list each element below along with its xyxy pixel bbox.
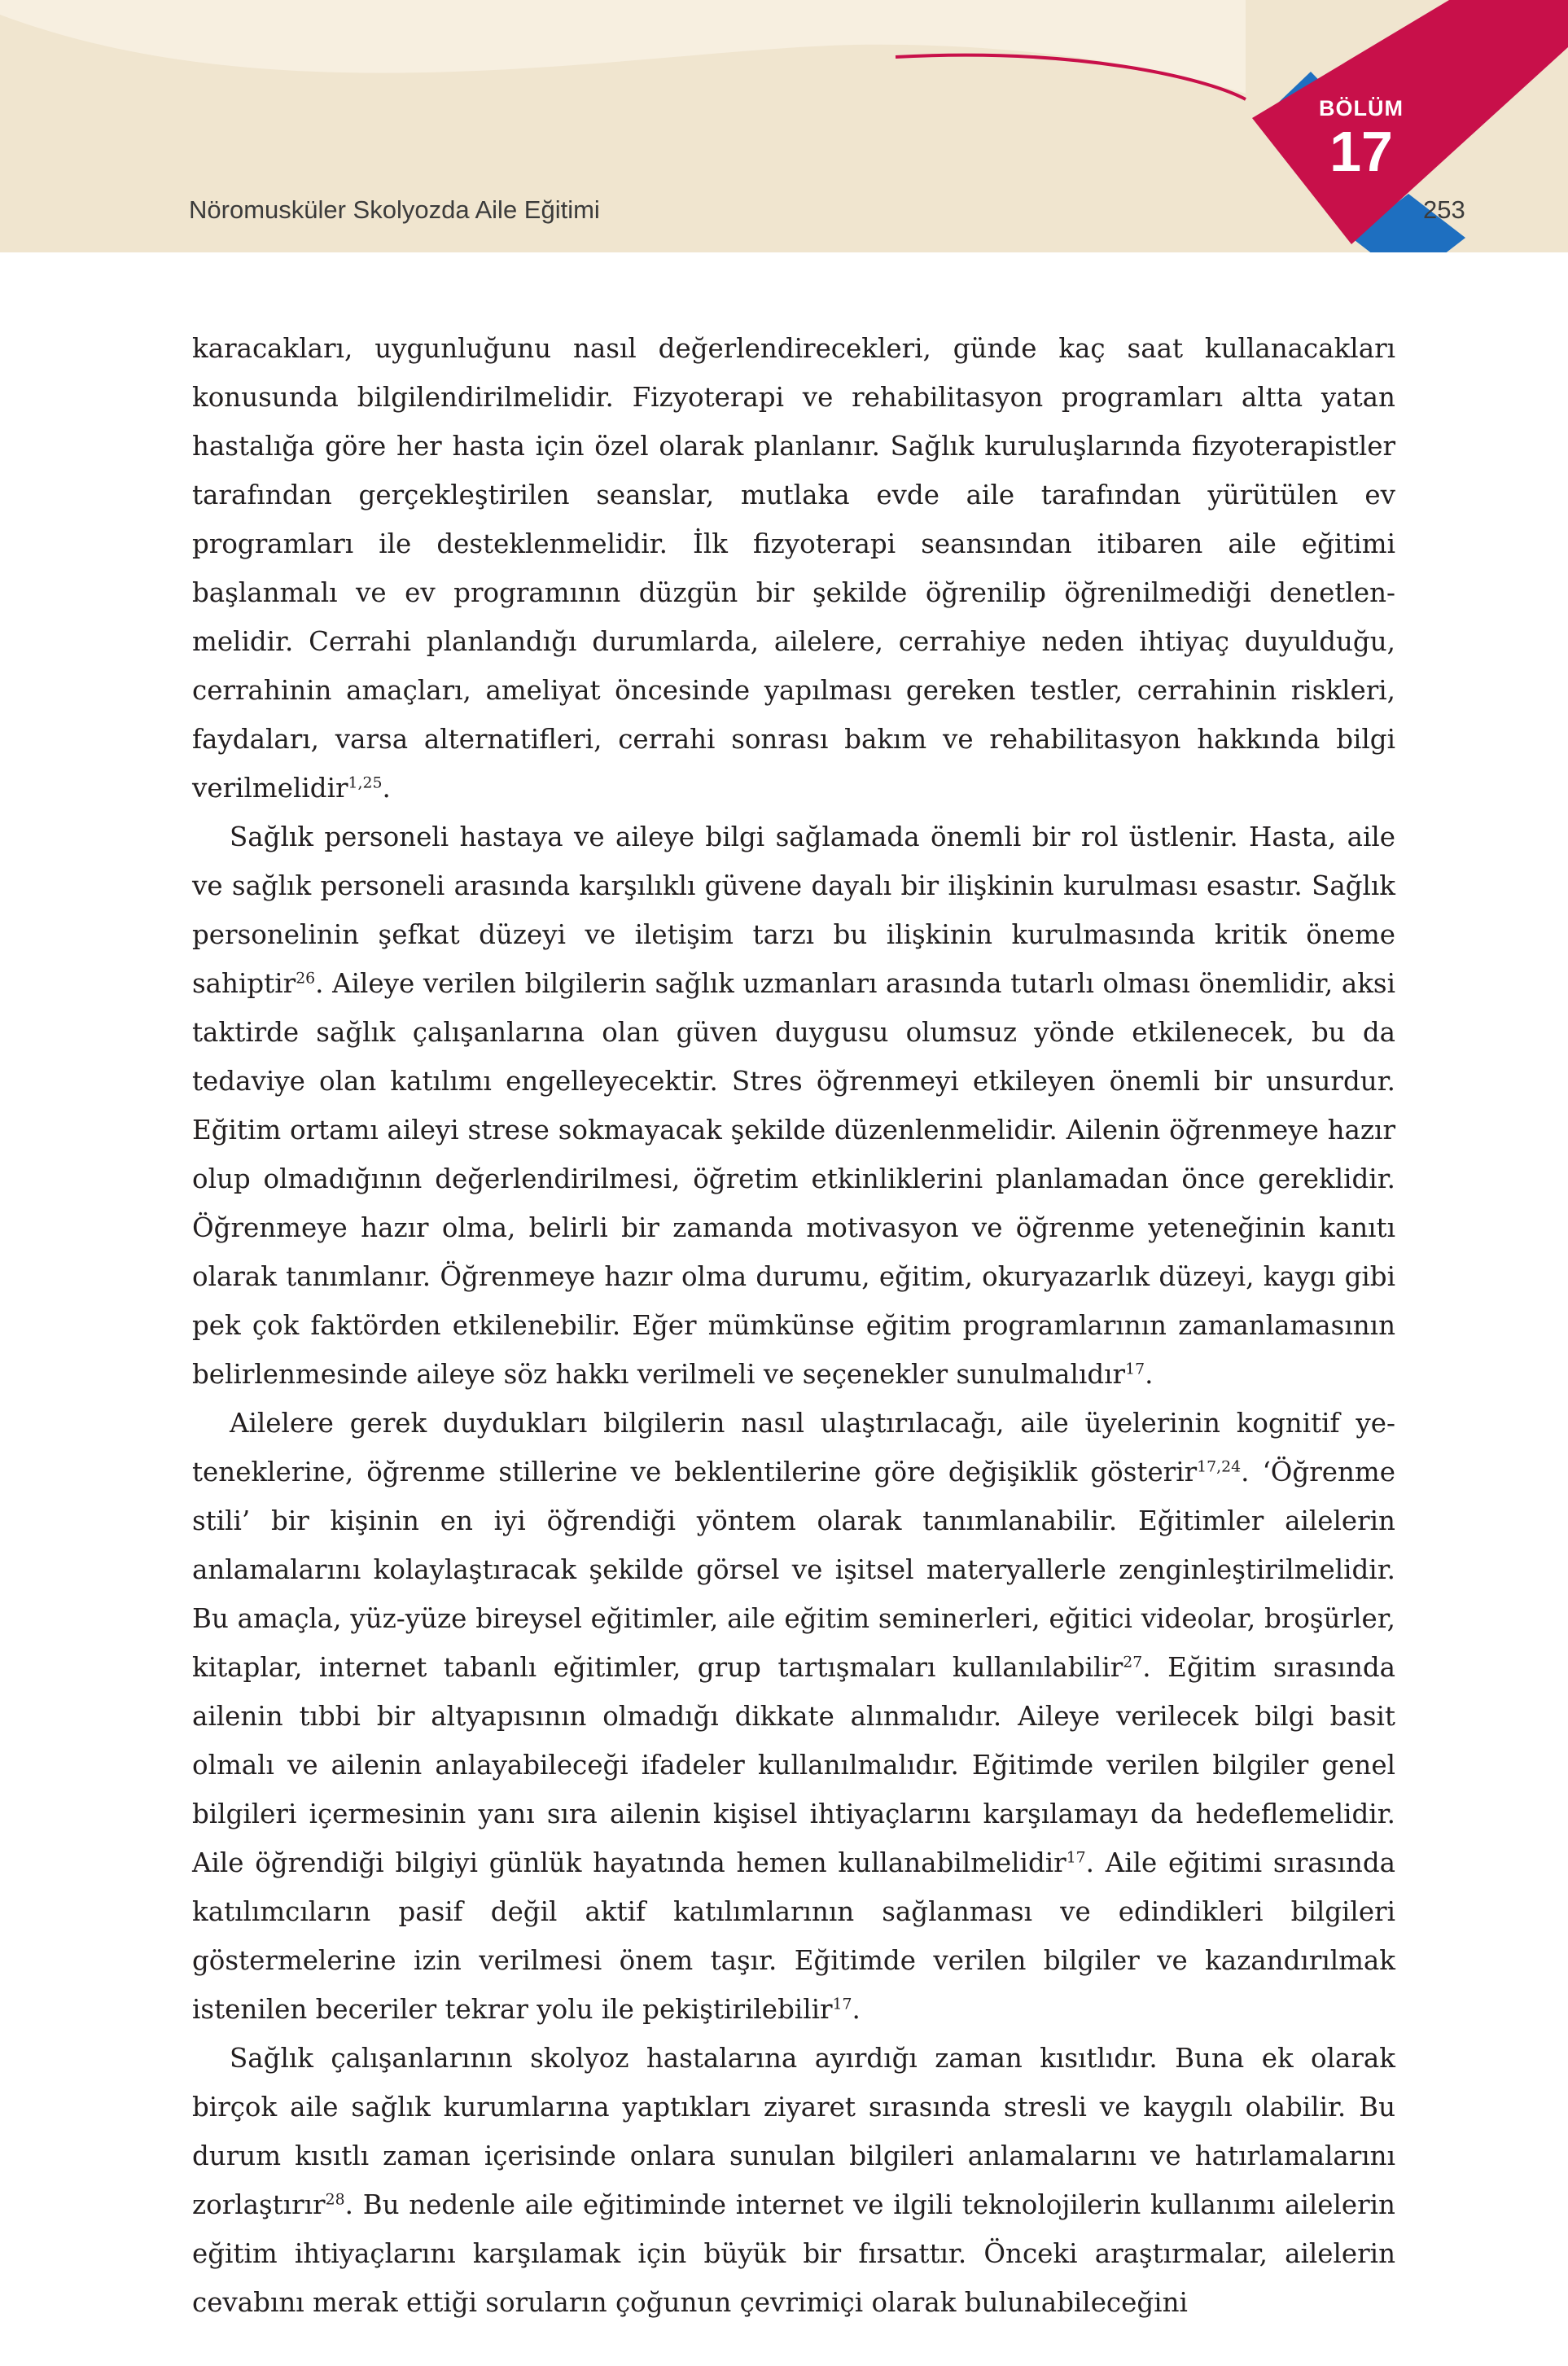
citation: 17 — [1125, 1360, 1145, 1378]
citation: 1,25 — [348, 774, 383, 792]
text-segment: Sağlık personeli hastaya ve aileye bilgi sağlamada önemli bir rol üstlenir. Hasta, aile ve sağlık personeli arasında karşılıklı güvene dayalı bir ilişkinin kurulması esastır. Sağlık personelinin şefkat düzeyi ve iletişim tarzı bu ilişkinin kurulmasında kritik öneme sahiptir$^{26}$ — [192, 822, 1395, 999]
text-segment: . Aileye verilen bilgilerin sağlık uzmanları arasında tutarlı olması önemlidir, aksi taktirde sağlık çalışanlarına olan güven duygusu olumsuz yönde etkilenecek, bu da tedaviye olan katılımı engelleyecektir. Stres öğrenmeyi etkileyen önemli bir unsurdur. Eğitim ortamı aileyi strese sokmayacak şekilde düzenlenmelidir. Ailenin öğrenmeye hazır olup olmadığının değerlendirilmesi, öğretim etkinliklerini planlamadan önce gereklidir. Öğrenmeye hazır olma, belirli bir zamanda motivasyon ve öğrenme yeteneğinin kanıtı olarak tanımlanır. Öğrenmeye hazır olma durumu, eğitim, okuryazarlık düzeyi, kaygı gibi pek çok faktörden etkilenebilir. Eğer mümkünse eğitim programlarının zamanlamasının belirlenmesinde aileye söz hakkı verilmeli ve seçenekler sunulmalıdır$^{17}$ — [192, 968, 1395, 1390]
citation: 27 — [1123, 1654, 1143, 1672]
text-segment: Sağlık çalışanlarının skolyoz hastalarına ayırdığı zaman kısıtlıdır. Buna ek olarak birçok aile sağlık kurumlarına yaptıkları ziyaret sırasında stresli ve kaygılı olabilir. Bu durum kısıtlı zaman içerisinde onlara sunulan bilgileri anlamalarını ve hatırlamalarını zorlaştırır$^{28}$ — [192, 2043, 1395, 2220]
text-segment: karacakları, uygunluğunu nasıl değerlendirecekleri, günde kaç saat kullanacakları konusunda bilgilendirilmelidir. Fizyoterapi ve rehabilitasyon programları altta yatan hastalığa göre her hasta için özel olarak planlanır. Sağlık kuruluşlarında fizyoterapistler tarafından gerçekleştirilen seanslar, mutlaka evde aile tarafından yürütülen ev programları ile desteklenmelidir. İlk fizyoterapi seansından itibaren aile eğitimi başlanmalı ve ev programının düzgün bir şekilde öğrenilip öğrenilmediği denetlenmelidir. Cerrahi planlandığı durumlarda, ailelere, cerrahiye neden ihtiyaç duyulduğu, cerrahinin amaçları, ameliyat öncesinde yapılması gereken testler, cerrahinin riskleri, faydaları, varsa alternatifleri, cerrahi sonrası bakım ve rehabilitasyon hakkında bilgi verilmelidir$^{1,25}$ — [192, 333, 1395, 804]
citation: 28 — [325, 2191, 345, 2209]
citation: 17 — [1066, 1849, 1086, 1867]
text-segment: . Eğitim sırasında ailenin tıbbi bir altyapısının olmadığı dikkate alınmalıdır. Aileye verilecek bilgi basit olmalı ve ailenin anlayabileceği ifadeler kullanılmalıdır. Eğitimde verilen bilgiler genel bilgileri içermesinin yanı sıra ailenin kişisel ihtiyaçlarını karşılamayı da hedeflemelidir. Aile öğrendiği bilgiyi günlük hayatında hemen kullanabilmelidir$^{17}$ — [192, 1652, 1395, 1878]
paragraph — [192, 2034, 1395, 2327]
text-segment: . — [1145, 1359, 1154, 1390]
text-segment: . ‘Öğrenme stili’ bir kişinin en iyi öğrendiği yöntem olarak tanımlanabilir. Eğitimler ailelerin anlamalarını kolaylaştıracak şekilde görsel ve işitsel materyallerle zenginleştirilmelidir. Bu amaçla, yüz-yüze bireysel eğitimler, aile eğitim seminerleri, eğitici videolar, broşürler, kitaplar, internet tabanlı eğitimler, grup tartışmaları kullanılabilir$^{27}$ — [192, 1457, 1395, 1683]
header-wave — [0, 0, 1246, 94]
text-segment: . — [382, 773, 391, 804]
paragraph — [192, 813, 1395, 1399]
chapter-label: BÖLÜM — [1319, 96, 1404, 120]
chapter-number: 17 — [1329, 120, 1393, 183]
citation: 17 — [832, 1996, 852, 2013]
body-text — [192, 324, 1395, 2327]
running-title: Nöromusküler Skolyozda Aile Eğitimi — [189, 195, 600, 224]
page-number: 253 — [1423, 195, 1465, 224]
citation: 17,24 — [1197, 1458, 1242, 1476]
paragraph — [192, 324, 1395, 813]
paragraph — [192, 1399, 1395, 2034]
citation: 26 — [296, 970, 316, 988]
text-segment: . Bu nedenle aile eğitiminde internet ve ilgili teknolojilerin kullanımı ailelerin eğitim ihtiyaçlarını karşılamak için büyük bir fırsattır. Önceki araştırmalar, ailelerin cevabını merak ettiği soruların çoğunun çevrimiçi olarak bulunabileceğini — [192, 2189, 1395, 2318]
text-segment: Ailelere gerek duydukları bilgilerin nasıl ulaştırılacağı, aile üyelerinin kognitif yeteneklerine, öğrenme stillerine ve beklentilerine göre değişiklik gösterir$^{17,24}$ — [192, 1408, 1395, 1488]
text-segment: . — [852, 1994, 861, 2025]
text-segment: . Aile eğitimi sırasında katılımcıların pasif değil aktif katılımlarının sağlanması ve edindikleri bilgileri göstermelerine izin verilmesi önem taşır. Eğitimde verilen bilgiler ve kazandırılmak istenilen beceriler tekrar yolu ile pekiştirilebilir$^{17}$ — [192, 1847, 1395, 2025]
